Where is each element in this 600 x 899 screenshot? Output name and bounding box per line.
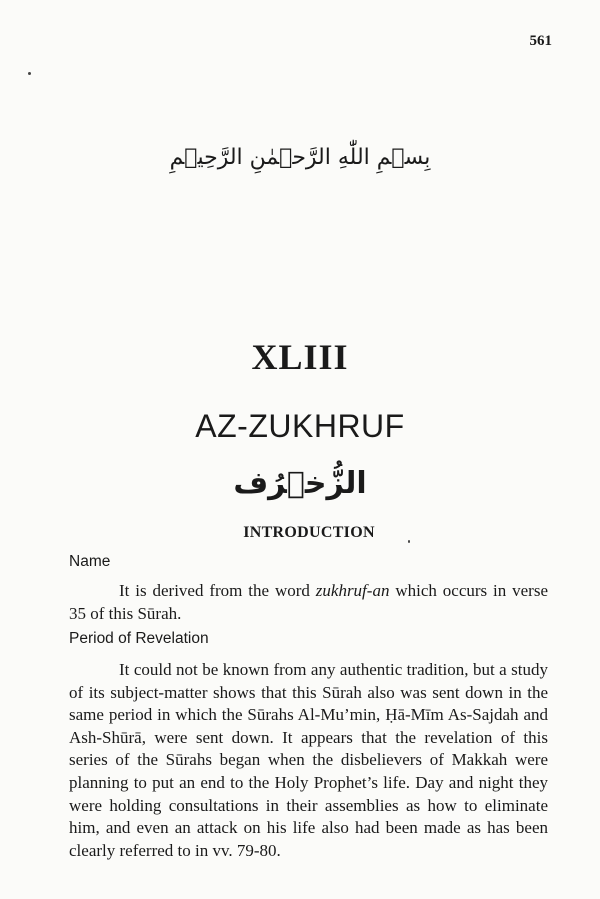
name-text-after: which occurs in verse 35 of this Sūrah.: [69, 581, 549, 623]
surah-number: XLIII: [251, 337, 349, 377]
page-number: 561: [529, 33, 552, 49]
name-paragraph: [69, 580, 548, 625]
basmala-arabic: بِسۡمِ اللّٰهِ الرَّحۡمٰنِ الرَّحِيۡمِ: [169, 145, 431, 170]
name-text-italic: zukhruf-an: [315, 581, 390, 600]
surah-title-arabic: الزُّخۡرُف: [233, 466, 367, 501]
ink-speck: [28, 72, 31, 75]
period-heading: Period of Revelation: [69, 630, 209, 647]
surah-title: AZ-ZUKHRUF: [195, 408, 405, 444]
period-paragraph: It could not be known from any authentic tradition, but a study of its subject-matter shows that this Sūrah also was sent down in the same period in which the Sūrahs Al-Mu’min, Ḥā-Mīm As-Sajdah and Ash-Shūrā, were sent down. It appears that the revelation of this series of the Sūrahs began when the disbelievers of Makkah were planning to put an end to the Holy Prophet’s life. Day and night they were holding consultations in their assemblies as how to eliminate him, and even an attack on his life also had been made as has been clearly referred to in vv. 79-80.: [69, 660, 548, 860]
name-text-before: It is derived from the word: [119, 581, 316, 600]
section-title: INTRODUCTION: [243, 524, 375, 541]
ink-speck: [408, 540, 410, 543]
name-heading: Name: [69, 553, 111, 570]
